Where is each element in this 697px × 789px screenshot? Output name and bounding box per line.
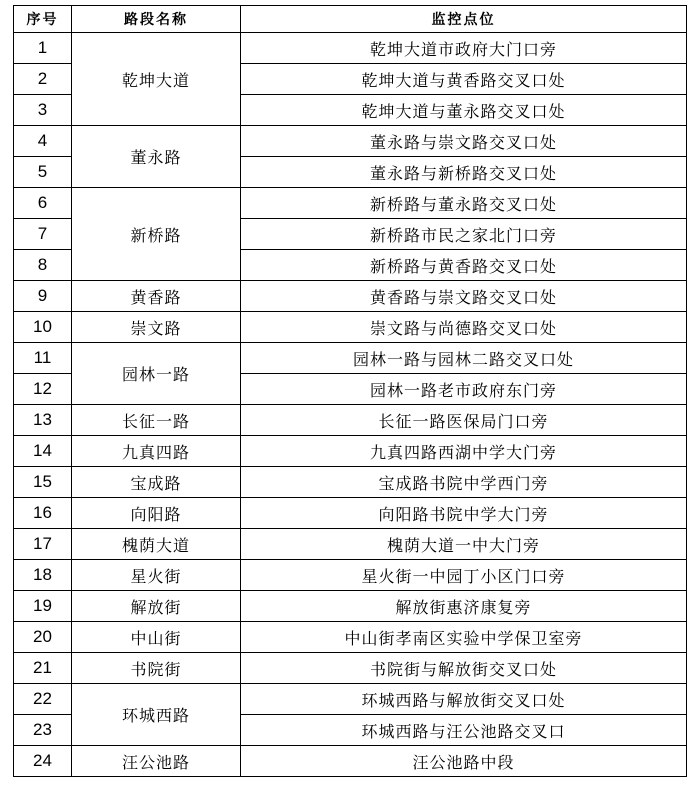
table-row	[14, 684, 687, 715]
row-index: 1	[14, 33, 72, 64]
monitoring-location-cell: 九真四路西湖中学大门旁	[241, 436, 687, 467]
monitoring-location-cell: 园林一路老市政府东门旁	[241, 374, 687, 405]
monitoring-location-cell: 宝成路书院中学西门旁	[241, 467, 687, 498]
table-row	[14, 622, 687, 653]
monitoring-location-cell: 书院街与解放街交叉口处	[241, 653, 687, 684]
monitoring-location-cell: 崇文路与尚德路交叉口处	[241, 312, 687, 343]
monitoring-location-cell: 新桥路与黄香路交叉口处	[241, 250, 687, 281]
monitoring-location-cell: 新桥路与董永路交叉口处	[241, 188, 687, 219]
row-index: 18	[14, 560, 72, 591]
row-index: 22	[14, 684, 72, 715]
row-index: 16	[14, 498, 72, 529]
row-index: 17	[14, 529, 72, 560]
road-name-cell: 向阳路	[72, 498, 241, 529]
monitoring-location-cell: 园林一路与园林二路交叉口处	[241, 343, 687, 374]
road-name-cell: 书院街	[72, 653, 241, 684]
table-row	[14, 126, 687, 157]
road-name-cell: 星火街	[72, 560, 241, 591]
table-row	[14, 746, 687, 777]
row-index: 9	[14, 281, 72, 312]
monitoring-location-cell: 槐荫大道一中大门旁	[241, 529, 687, 560]
monitoring-location-cell: 乾坤大道与黄香路交叉口处	[241, 64, 687, 95]
monitoring-location-cell: 乾坤大道与董永路交叉口处	[241, 95, 687, 126]
road-name-cell: 黄香路	[72, 281, 241, 312]
row-index: 12	[14, 374, 72, 405]
table-row	[14, 560, 687, 591]
row-index: 21	[14, 653, 72, 684]
monitoring-location-cell: 董永路与崇文路交叉口处	[241, 126, 687, 157]
row-index: 20	[14, 622, 72, 653]
monitoring-location-cell: 长征一路医保局门口旁	[241, 405, 687, 436]
header-row	[14, 6, 687, 33]
row-index: 10	[14, 312, 72, 343]
header-road-name: 路段名称	[72, 6, 241, 33]
road-name-cell: 环城西路	[72, 684, 241, 746]
monitoring-location-cell: 乾坤大道市政府大门口旁	[241, 33, 687, 64]
monitoring-location-cell: 向阳路书院中学大门旁	[241, 498, 687, 529]
table-row	[14, 436, 687, 467]
table-row	[14, 498, 687, 529]
road-name-cell: 乾坤大道	[72, 33, 241, 126]
road-name-cell: 宝成路	[72, 467, 241, 498]
table-row	[14, 653, 687, 684]
table-row	[14, 591, 687, 622]
table-row	[14, 343, 687, 374]
row-index: 14	[14, 436, 72, 467]
row-index: 13	[14, 405, 72, 436]
header-index: 序号	[14, 6, 72, 33]
road-name-cell: 长征一路	[72, 405, 241, 436]
table-row	[14, 312, 687, 343]
road-name-cell: 汪公池路	[72, 746, 241, 777]
row-index: 8	[14, 250, 72, 281]
table-row	[14, 188, 687, 219]
road-name-cell: 槐荫大道	[72, 529, 241, 560]
road-name-cell: 园林一路	[72, 343, 241, 405]
row-index: 4	[14, 126, 72, 157]
row-index: 19	[14, 591, 72, 622]
header-monitoring-location: 监控点位	[241, 6, 687, 33]
monitoring-location-cell: 董永路与新桥路交叉口处	[241, 157, 687, 188]
road-name-cell: 九真四路	[72, 436, 241, 467]
monitoring-location-cell: 中山街孝南区实验中学保卫室旁	[241, 622, 687, 653]
table-row	[14, 467, 687, 498]
monitoring-location-cell: 新桥路市民之家北门口旁	[241, 219, 687, 250]
row-index: 23	[14, 715, 72, 746]
road-name-cell: 崇文路	[72, 312, 241, 343]
monitoring-location-cell: 解放街惠济康复旁	[241, 591, 687, 622]
row-index: 24	[14, 746, 72, 777]
road-name-cell: 董永路	[72, 126, 241, 188]
monitoring-location-cell: 黄香路与崇文路交叉口处	[241, 281, 687, 312]
road-name-cell: 新桥路	[72, 188, 241, 281]
table-row	[14, 33, 687, 64]
row-index: 6	[14, 188, 72, 219]
table-body	[14, 33, 687, 777]
row-index: 15	[14, 467, 72, 498]
table-row	[14, 405, 687, 436]
table-row	[14, 529, 687, 560]
monitoring-location-cell: 环城西路与解放街交叉口处	[241, 684, 687, 715]
row-index: 11	[14, 343, 72, 374]
row-index: 5	[14, 157, 72, 188]
road-name-cell: 解放街	[72, 591, 241, 622]
monitoring-location-cell: 环城西路与汪公池路交叉口	[241, 715, 687, 746]
monitoring-location-cell: 汪公池路中段	[241, 746, 687, 777]
road-name-cell: 中山街	[72, 622, 241, 653]
monitoring-points-table	[13, 5, 687, 777]
row-index: 3	[14, 95, 72, 126]
row-index: 7	[14, 219, 72, 250]
monitoring-location-cell: 星火街一中园丁小区门口旁	[241, 560, 687, 591]
table-row	[14, 281, 687, 312]
row-index: 2	[14, 64, 72, 95]
